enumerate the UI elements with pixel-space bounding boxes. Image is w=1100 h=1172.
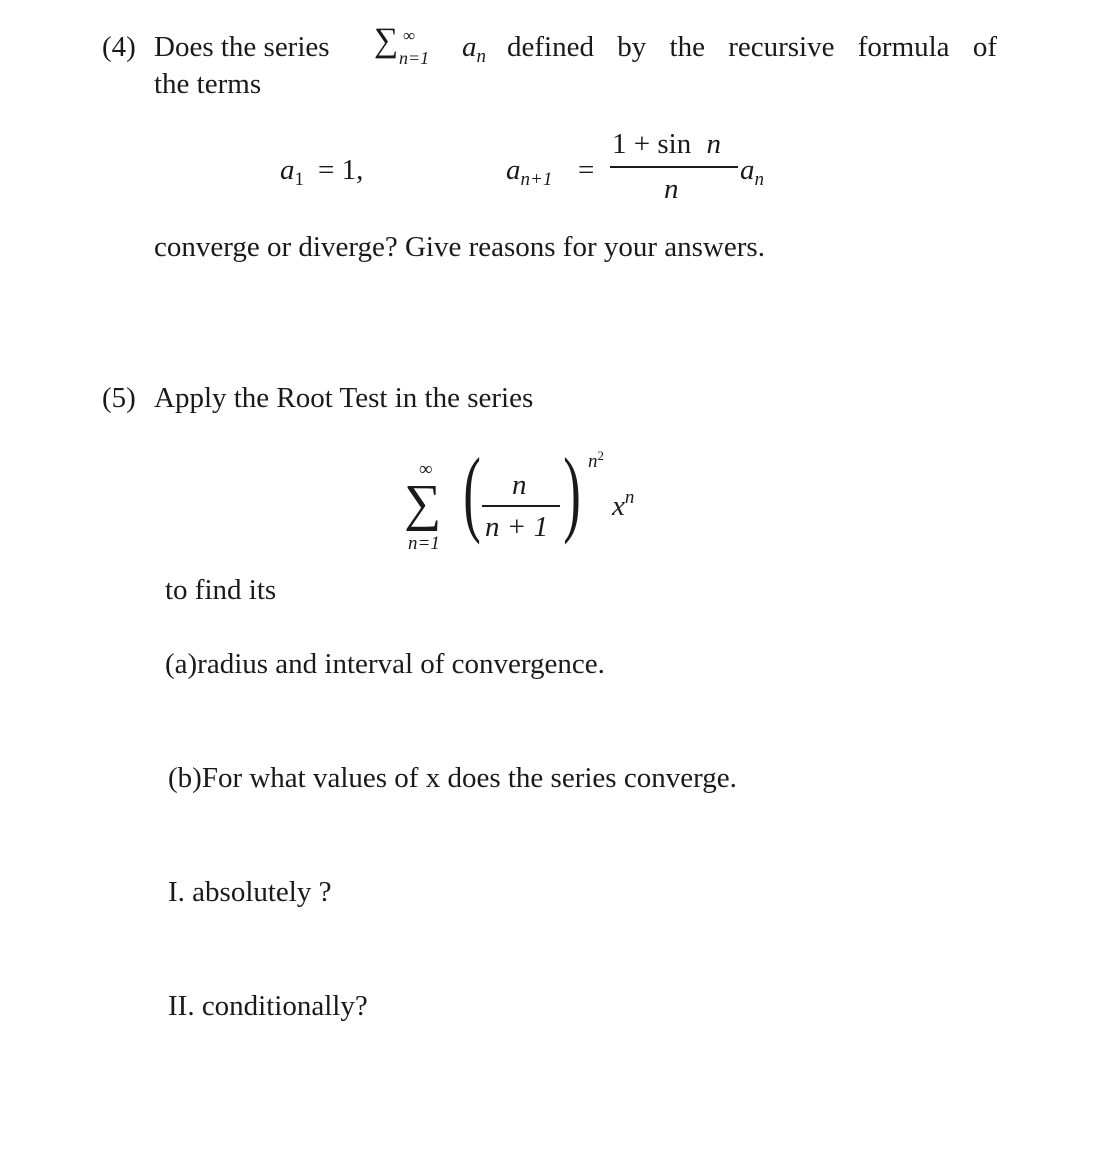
problem-4-question: converge or diverge? Give reasons for your answers. — [154, 231, 765, 263]
eq1-sub: 1 — [294, 169, 304, 190]
problem-5-number: (5) — [102, 382, 136, 414]
x-power: n — [624, 487, 635, 508]
exponent-base: n — [588, 451, 598, 472]
problem-4-number: (4) — [102, 31, 136, 63]
series-fraction-numerator: n — [512, 469, 527, 501]
eq2-num-text: 1 + sin — [612, 128, 692, 160]
sum-upper-limit: ∞ — [419, 459, 433, 480]
exponent-power: 2 — [597, 448, 604, 463]
equation-initial — [280, 154, 364, 190]
part-b-text: (b)For what values of x does the series converge. — [168, 762, 737, 794]
series-fraction-denominator — [485, 513, 548, 542]
eq2-var: a — [506, 154, 521, 186]
denominator-text: n + 1 — [485, 511, 549, 543]
eq2-denominator: n — [664, 173, 679, 205]
eq2-tail-var: a — [740, 154, 755, 186]
term-sub: n — [476, 46, 486, 67]
inline-sum-upper: ∞ — [403, 26, 416, 45]
eq2-tail — [740, 154, 764, 190]
problem-4-line1-start: Does the series — [154, 31, 330, 63]
series-fraction-bar — [482, 505, 560, 507]
eq2-numerator — [612, 130, 721, 159]
problem-4-line1-end: defined by the recursive formula of — [507, 31, 997, 63]
problem-4-line2: the terms — [154, 68, 262, 100]
term-var: a — [462, 31, 477, 63]
left-parenthesis: ( — [463, 438, 481, 545]
eq2-equals: = — [578, 154, 595, 186]
eq2-lhs — [506, 154, 553, 190]
eq2-num-n: n — [706, 128, 721, 160]
part-ii-text: II. conditionally? — [168, 990, 368, 1022]
problem-5-intro: Apply the Root Test in the series — [154, 382, 534, 414]
sigma-symbol-large: ∑ — [404, 475, 442, 532]
eq2-tail-sub: n — [754, 169, 764, 190]
to-find-text: to find its — [165, 574, 277, 606]
right-parenthesis: ) — [563, 438, 581, 545]
exponent — [588, 448, 604, 473]
eq1-var: a — [280, 154, 295, 186]
part-a-text: (a)radius and interval of convergence. — [165, 648, 605, 680]
eq1-rhs: = 1, — [318, 154, 364, 186]
x-power-term — [612, 487, 635, 522]
eq2-sub: n+1 — [520, 169, 553, 190]
eq2-fraction-bar — [610, 166, 738, 168]
inline-term — [462, 31, 486, 67]
x-var: x — [612, 490, 625, 522]
inline-sum-lower: n=1 — [399, 48, 430, 68]
sum-lower-limit: n=1 — [408, 533, 440, 554]
sigma-symbol: ∑ — [374, 22, 399, 59]
part-i-text: I. absolutely ? — [168, 876, 332, 908]
